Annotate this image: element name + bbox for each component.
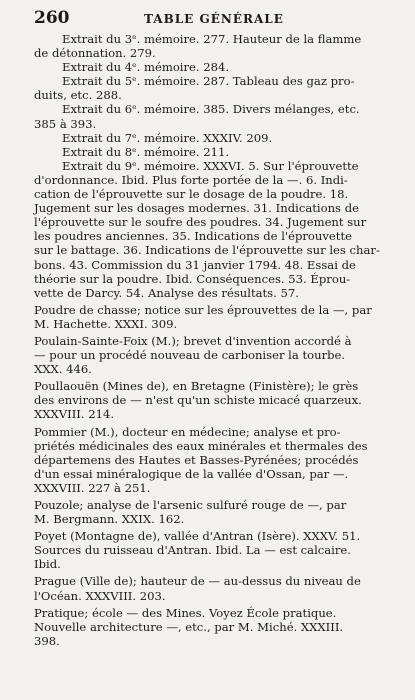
index-line: Extrait du 3ᵉ. mémoire. 277. Hauteur de la flamme [62,32,362,46]
index-line: 385 à 393. [34,116,97,131]
index-line: Nouvelle architecture —, etc., par M. Miché. XXXIII. [34,619,344,634]
index-line: Prague (Ville de); hauteur de — au-dessus du niveau de [34,574,361,589]
index-line: Jugement sur les dosages modernes. 31. Indications de [34,201,359,216]
index-line: Poyet (Montagne de), vallée d'Antran (Isère). XXXV. 51. [34,529,361,544]
index-line: M. Hachette. XXXI. 309. [34,316,178,331]
index-line: XXXVIII. 227 à 251. [34,480,151,495]
index-line: priétés médicinales des eaux minérales et thermales des [34,438,368,453]
index-line: XXXVIII. 214. [34,407,115,422]
index-line: des environs de — n'est qu'un schiste micacé quarzeux. [34,393,362,408]
index-line: Poulain-Sainte-Foix (M.); brevet d'invention accordé à [34,333,352,348]
index-line: l'éprouvette sur le soufre des poudres. 34. Jugement sur [34,215,367,230]
index-line: — pour un procédé nouveau de carboniser la tourbe. [34,348,346,363]
index-line: théorie sur la poudre. Ibid. Conséquences. 53. Éprou- [34,271,351,286]
index-line: Extrait du 5ᵉ. mémoire. 287. Tableau des gaz pro- [62,74,355,89]
index-line: Poudre de chasse; notice sur les éprouvettes de la —, par [34,302,372,317]
index-line: Extrait du 4ᵉ. mémoire. 284. [62,60,230,75]
index-line: 398. [34,633,60,648]
index-line: Sources du ruisseau d'Antran. Ibid. La — est calcaire. [34,543,351,558]
index-entries [34,32,396,648]
index-line: sur le battage. 36. Indications de l'éprouvette sur les char- [34,243,380,258]
index-line: cation de l'éprouvette sur le dosage de la poudre. 18. [34,187,349,202]
index-line: vette de Darcy. 54. Analyse des résultats. 57. [34,285,299,300]
index-line: Pommier (M.), docteur en médecine; analyse et pro- [34,424,341,439]
index-line: d'ordonnance. Ibid. Plus forte portée de la —. 6. Indi- [34,172,348,187]
index-line: d'un essai minéralogique de la vallée d'Ossan, par —. [34,466,349,481]
index-line: l'Océan. XXXVIII. 203. [34,588,166,603]
page-number: 260 [34,8,70,28]
index-line: Pratique; école — des Mines. Voyez École pratique. [34,605,337,620]
index-line: Poullaouën (Mines de), en Bretagne (Finistère); le grès [34,379,359,394]
index-line: bons. 43. Commission du 31 janvier 1794. 48. Essai de [34,257,356,272]
index-line: Extrait du 9ᵉ. mémoire. XXXVI. 5. Sur l'éprouvette [62,158,359,173]
index-line: Ibid. [34,557,61,572]
index-line: Extrait du 7ᵉ. mémoire. XXXIV. 209. [62,130,273,145]
index-line: M. Bergmann. XXIX. 162. [34,512,185,527]
index-line: Pouzole; analyse de l'arsenic sulfuré rouge de —, par [34,498,347,512]
index-line: Extrait du 6ᵉ. mémoire. 385. Divers mélanges, etc. [62,102,360,117]
index-line: départemens des Hautes et Basses-Pyrénées; procédés [34,452,359,467]
index-line: de détonnation. 279. [34,46,156,61]
index-line: duits, etc. 288. [34,88,122,103]
index-line: les poudres anciennes. 35. Indications de l'éprouvette [34,229,352,244]
running-title: TABLE GÉNÉRALE [144,12,284,26]
index-line: Extrait du 8ᵉ. mémoire. 211. [62,144,230,159]
index-line: XXX. 446. [34,362,92,377]
page-header [34,8,394,30]
